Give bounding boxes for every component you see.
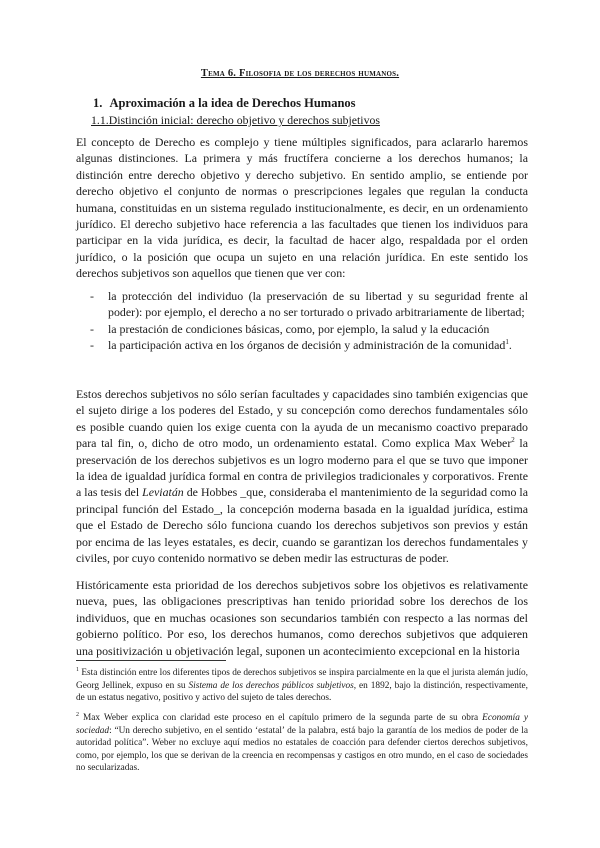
leviathan-title: Leviatán: [142, 485, 184, 500]
paragraph-weber-text-c: de Hobbes _que, consideraba el mantenimiento de la seguridad como la principal función del Estado_, la concepción moderna basada en la igualdad jurídica, estima que el Estado de Derecho sólo funciona cuando los derechos subjetivos son previos y están por encima de las leyes estatales, es decir, cuando se garantizan los derechos fundamentales y civiles, por cuyo contenido normativo se deben medir las estructuras de poder.: [76, 485, 529, 566]
footnote-mark: 2: [76, 711, 79, 718]
footnote-2-italic: Economía y sociedad: [76, 713, 528, 736]
section-number: 1.: [93, 96, 103, 110]
page-title: Tema 6. Filosofia de los derechos humanos.: [200, 68, 400, 79]
section-heading: [93, 96, 356, 111]
rights-list: [76, 288, 528, 354]
footnote-2-text-a: Max Weber explica con claridad este proceso en el capítulo primero de la segunda parte de su obra: [79, 713, 483, 723]
list-item: - la participación activa en los órganos de decisión y administración de la comunidad$^1$.: [90, 338, 512, 353]
footnote-ref: 2: [511, 436, 515, 445]
section-heading-text: Aproximación a la idea de Derechos Humanos: [109, 96, 356, 110]
subsection-heading: 1.1.Distinción inicial: derecho objetivo y derechos subjetivos: [91, 113, 380, 127]
paragraph-intro: El concepto de Derecho es complejo y tiene múltiples significados, para aclararlo haremos algunas distinciones. La primera y más fructífera concierne a los derechos humanos; la distinción entre derecho objetivo y derecho subjetivo. En sentido amplio, se entiende por derecho objetivo el conjunto de normas o prescripciones legales que regulan la conducta humana, constituidas en un sistema regulado institucionalmente, es decir, en un ordenamiento jurídico. El derecho subjetivo hace referencia a las facultades que tienen los individuos para participar en la vida jurídica, es decir, la facultad de hacer algo, respaldada por el orden jurídico, o la posición que ocupa un sujeto en una relación jurídica. En este sentido los derechos subjetivos son aquellos que tienen que ver con:: [76, 135, 528, 281]
footnote-1-text-b: , en 1892, bajo la distinción, respectivamente, de un estatus negativo, positivo y activo del sujeto de tales derechos.: [76, 680, 528, 704]
list-item: - la prestación de condiciones básicas, como, por ejemplo, la salud y la educación: [90, 321, 490, 336]
footnote-2-text-b: : “Un derecho subjetivo, en el sentido ‘estatal’ de la palabra, está bajo la garantía de los medios de poder de la autoridad política”. Weber no excluye aquí medios no estatales de coacción para defender ciertos derechos subjetivos, como, por ejemplo, los que se derivan de la creencia en recompensas y castigos en otro mundo, en el caso de sociedades no secularizadas.: [76, 725, 528, 774]
footnote-separator: [76, 660, 226, 661]
footnote-ref: 1: [505, 338, 509, 347]
list-item-text: la protección del individuo (la preservación de su libertad y su seguridad frente al poder): por ejemplo, el derecho a no ser torturado o privado arbitrariamente de libertad;: [108, 289, 528, 320]
list-item: - la protección del individuo (la preservación de su libertad y su seguridad frente al poder): por ejemplo, el derecho a no ser torturado o privado arbitrariamente de libertad;: [90, 289, 528, 320]
list-item-text: la participación activa en los órganos de decisión y administración de la comunidad: [108, 338, 506, 353]
footnote-1-italic: Sistema de los derechos públicos subjetivos: [188, 680, 354, 691]
paragraph-weber: [76, 386, 528, 566]
footnote-1: [76, 667, 528, 705]
footnote-1-text-a: Esta distinción entre los diferentes tipos de derechos subjetivos se inspira parcialmente en la que el jurista alemán judío, Georg Jellinek, expuso en su: [76, 668, 528, 691]
paragraph-weber-text-a: Estos derechos subjetivos no sólo serían facultades y capacidades sino también exigencias que el sujeto dirige a los poderes del Estado, y su concepción como derechos fundamentales sólo es posible cuando quien los exige cuenta con la ayuda de un mecanismo coactivo preparado para tal fin, o, dicho de otro modo, un ordenamiento estatal. Como explica Max Weber: [76, 387, 528, 451]
footnote-mark: 1: [76, 666, 79, 673]
list-item-end: .: [508, 338, 512, 353]
footnote-2: [76, 712, 528, 775]
paragraph-weber-text-b: la preservación de los derechos subjetivos es un logro moderno para el que se tuvo que imponer la idea de igualdad jurídica formal en contra de privilegios tradicionales y corporativos. Frente a las tesis del: [76, 436, 528, 500]
paragraph-history: Históricamente esta prioridad de los derechos subjetivos sobre los objetivos es relativamente nueva, pues, las obligaciones prescriptivas han tenido prioridad sobre los derechos de los individuos, que en muchas ocasiones son secundarios también con respecto a las normas del gobierno político. Por eso, los derechos humanos, como derechos subjetivos que adquieren una positivización u objetivación legal, suponen un acontecimiento excepcional en la historia: [76, 578, 528, 658]
list-item-text: la prestación de condiciones básicas, como, por ejemplo, la salud y la educación: [108, 321, 490, 336]
